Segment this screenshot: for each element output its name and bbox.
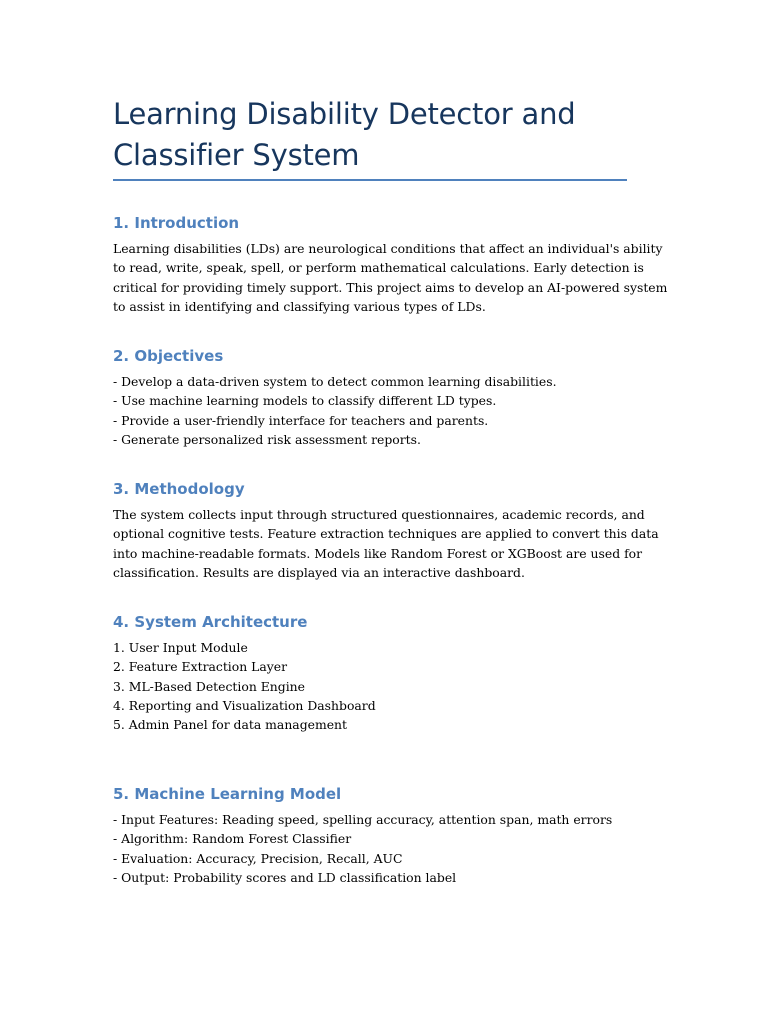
- methodology-heading: 3. Methodology: [113, 480, 245, 498]
- ml-model-heading: 5. Machine Learning Model: [113, 785, 342, 803]
- architecture-section: [113, 612, 673, 734]
- architecture-list: [113, 638, 673, 734]
- list-item: 2. Feature Extraction Layer: [113, 659, 288, 675]
- list-item: 5. Admin Panel for data management: [113, 717, 347, 733]
- list-item: - Input Features: Reading speed, spelling accuracy, attention span, math errors: [113, 812, 613, 827]
- introduction-text: Learning disabilities (LDs) are neurological conditions that affect an individual's ability to read, write, speak, spell, or perform mathematical calculations. Early detection is critical for providing timely support. This project aims to develop an AI-powered system to assist in identifying and classifying various types of LDs.: [113, 241, 668, 314]
- list-item: - Generate personalized risk assessment reports.: [113, 431, 421, 447]
- title-underline: [113, 179, 627, 181]
- list-item: - Provide a user-friendly interface for teachers and parents.: [113, 412, 489, 428]
- ml-model-list: [113, 810, 673, 887]
- document-title: Learning Disability Detector and Classifier System: [113, 97, 576, 172]
- architecture-heading: 4. System Architecture: [113, 613, 308, 631]
- methodology-section: [113, 479, 673, 582]
- objectives-section: [113, 346, 673, 449]
- list-item: - Develop a data-driven system to detect common learning disabilities.: [113, 374, 557, 389]
- objectives-heading: 2. Objectives: [113, 347, 224, 365]
- methodology-text: The system collects input through structured questionnaires, academic records, and optional cognitive tests. Feature extraction techniques are applied to convert this data into machine-readable formats. Models like Random Forest or XGBoost are used for classification. Results are displayed via an interactive dashboard.: [113, 507, 659, 580]
- ml-model-section: [113, 784, 673, 887]
- list-item: 1. User Input Module: [113, 640, 248, 655]
- list-item: 3. ML-Based Detection Engine: [113, 678, 305, 694]
- objectives-list: [113, 372, 673, 449]
- list-item: - Algorithm: Random Forest Classifier: [113, 831, 352, 847]
- list-item: - Evaluation: Accuracy, Precision, Recall, AUC: [113, 850, 403, 866]
- list-item: - Use machine learning models to classify different LD types.: [113, 393, 497, 409]
- list-item: 4. Reporting and Visualization Dashboard: [113, 697, 376, 713]
- introduction-heading: 1. Introduction: [113, 214, 240, 232]
- list-item: - Output: Probability scores and LD classification label: [113, 869, 457, 885]
- introduction-section: [113, 213, 673, 316]
